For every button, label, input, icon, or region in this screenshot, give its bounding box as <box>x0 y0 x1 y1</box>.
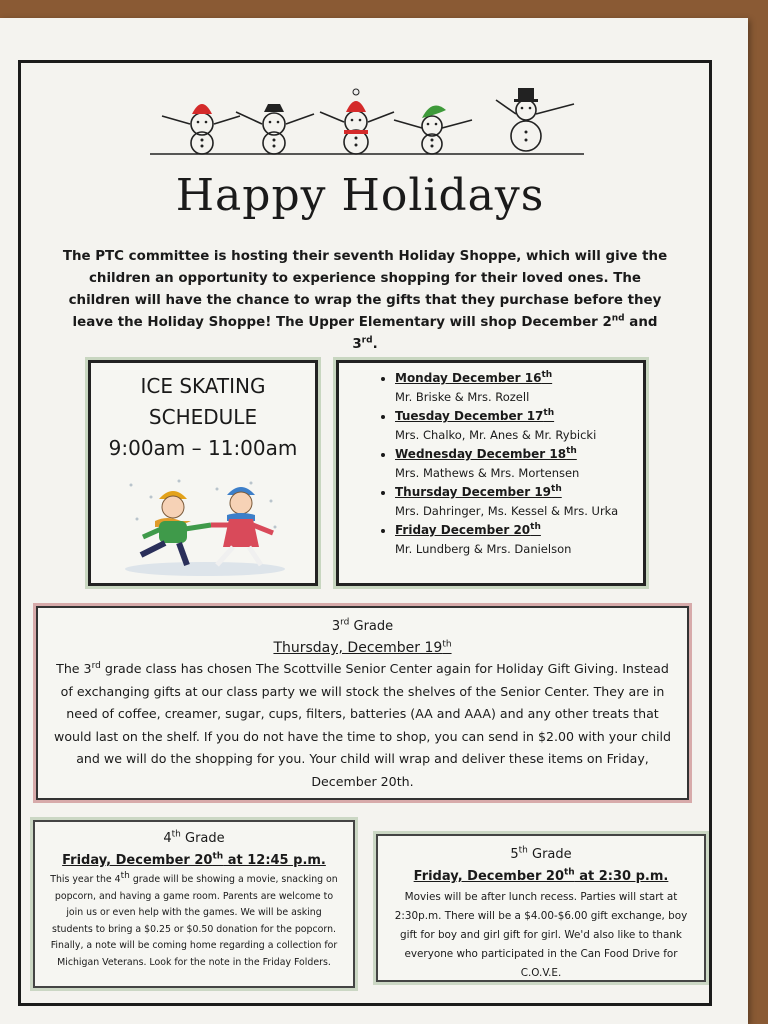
schedule-teachers: Mrs. Chalko, Mr. Anes & Mr. Rybicki <box>395 428 597 442</box>
third-grade-body: The 3rd grade class has chosen The Scottville Senior Center again for Holiday Gift Giving. Instead of exchanging gifts at our class party we will stock the shelves of the Senior Center. They are in need of coffee, creamer, sugar, cups, filters, batteries (AA and AAA) and any other treats that would last on the shelf. If you do not have the time to shop, you can send in $2.00 with your child and we will do the shopping for you. Your child will wrap and deliver these items on Friday, December 20th. <box>54 660 671 789</box>
page-title: Happy Holidays <box>175 170 545 221</box>
schedule-item <box>395 483 635 521</box>
fourth-grade-body: This year the 4th grade will be showing a movie, snacking on popcorn, and having a game room. Parents are welcome to join us or even help with the games. We will be asking students to bring a $0.25 or $0.50 donation for the popcorn. Finally, a note will be coming home regarding a collection for Michigan Veterans. Look for the note in the Friday Folders. <box>50 870 338 968</box>
fourth-grade-box <box>33 820 355 988</box>
ice-skaters-icon <box>121 475 289 579</box>
third-grade-heading: 3rd Grade <box>331 617 394 634</box>
ice-skating-title-line2: SCHEDULE <box>148 405 258 429</box>
schedule-item <box>395 445 635 483</box>
fifth-grade-box <box>376 834 706 982</box>
schedule-day: Thursday December 19th <box>395 484 562 499</box>
schedule-item <box>395 407 635 445</box>
ice-skating-time: 9:00am – 11:00am <box>108 436 298 460</box>
skating-schedule-box <box>336 360 646 586</box>
schedule-day: Wednesday December 18th <box>395 446 577 461</box>
schedule-teachers: Mrs. Mathews & Mrs. Mortensen <box>395 466 580 480</box>
schedule-teachers: Mrs. Dahringer, Ms. Kessel & Mrs. Urka <box>395 504 619 518</box>
fourth-grade-date: Friday, December 20th at 12:45 p.m. <box>62 851 326 868</box>
flyer-page <box>0 18 748 1024</box>
schedule-list <box>365 369 635 559</box>
fifth-grade-heading: 5th Grade <box>510 845 572 862</box>
schedule-item <box>395 369 635 407</box>
schedule-day: Friday December 20th <box>395 522 541 537</box>
schedule-day: Monday December 16th <box>395 370 553 385</box>
schedule-teachers: Mr. Briske & Mrs. Rozell <box>395 390 530 404</box>
ice-skating-title-line1: ICE SKATING <box>140 374 266 398</box>
intro-paragraph: The PTC committee is hosting their seventh Holiday Shoppe, which will give the children an opportunity to experience shopping for their loved ones. The children will have the chance to wrap the gifts that they purchase before they leave the Holiday Shoppe! The Upper Elementary will shop December 2nd and 3rd. <box>62 249 668 352</box>
snowmen-icon <box>150 80 590 160</box>
third-grade-date: Thursday, December 19th <box>273 639 452 656</box>
schedule-teachers: Mr. Lundberg & Mrs. Danielson <box>395 542 572 556</box>
fifth-grade-date: Friday, December 20th at 2:30 p.m. <box>413 867 669 884</box>
schedule-day: Tuesday December 17th <box>395 408 555 423</box>
ice-skating-box <box>88 360 318 586</box>
schedule-item <box>395 521 635 559</box>
third-grade-box <box>36 606 689 800</box>
fifth-grade-body: Movies will be after lunch recess. Parties will start at 2:30p.m. There will be a $4.00-$6.00 gift exchange, boy gift for boy and girl gift for girl. We'd also like to thank everyone who participated in the Can Food Drive for C.O.V.E. <box>394 891 688 979</box>
fourth-grade-heading: 4th Grade <box>163 829 225 846</box>
